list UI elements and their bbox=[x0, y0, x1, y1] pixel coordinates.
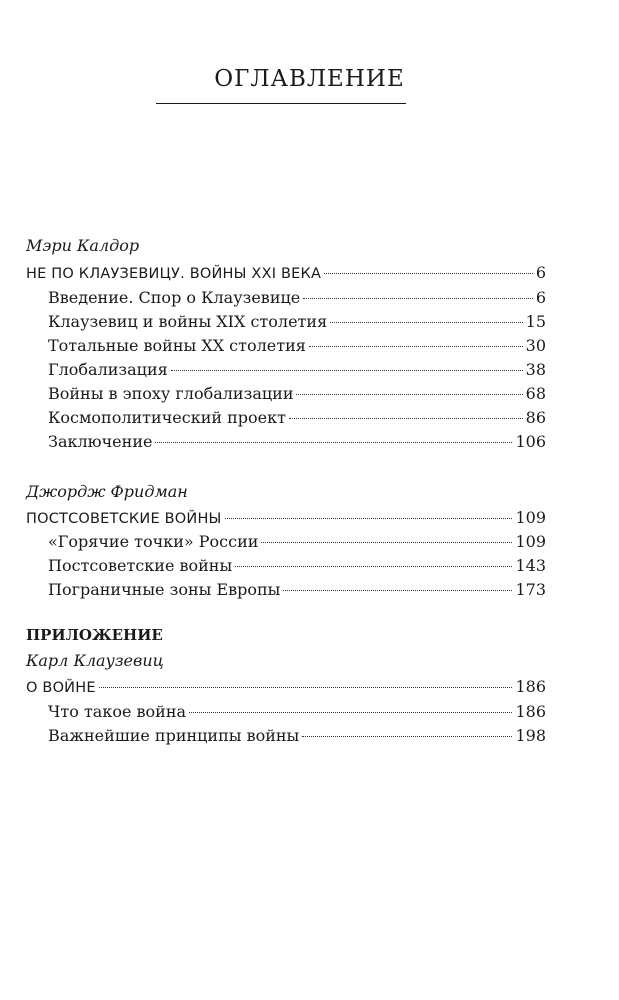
toc-entry-title: Глобализация bbox=[48, 360, 168, 379]
toc-part-title: ПОСТСОВЕТСКИЕ ВОЙНЫ bbox=[26, 511, 222, 527]
toc-part[interactable] bbox=[26, 508, 546, 529]
toc-entry-title: Введение. Спор о Клаузевице bbox=[48, 288, 301, 307]
author-name: Карл Клаузевиц bbox=[26, 651, 164, 670]
dot-leader bbox=[296, 394, 522, 395]
toc-entry-title: Что такое война bbox=[48, 702, 187, 721]
toc-entry-title: Важнейшие принципы войны bbox=[48, 726, 300, 745]
toc-entry-title: Войны в эпоху глобализации bbox=[48, 384, 294, 403]
dot-leader bbox=[261, 542, 512, 543]
toc-part-title: О ВОЙНЕ bbox=[26, 680, 96, 696]
dot-leader bbox=[99, 687, 513, 688]
page-number: 6 bbox=[535, 288, 546, 307]
dot-leader bbox=[289, 418, 523, 419]
appendix-heading: ПРИЛОЖЕНИЕ bbox=[26, 626, 163, 644]
dot-leader bbox=[302, 736, 512, 737]
toc-part-title: НЕ ПО КЛАУЗЕВИЦУ. ВОЙНЫ XXI ВЕКА bbox=[26, 266, 322, 282]
page-number: 143 bbox=[515, 556, 546, 575]
toc-entry[interactable] bbox=[48, 432, 546, 452]
author-name: Джордж Фридман bbox=[26, 482, 188, 501]
dot-leader bbox=[303, 298, 533, 299]
toc-part[interactable] bbox=[26, 263, 546, 284]
dot-leader bbox=[225, 518, 513, 519]
dot-leader bbox=[235, 566, 512, 567]
author-name: Мэри Калдор bbox=[26, 236, 140, 255]
toc-entry[interactable] bbox=[48, 336, 546, 356]
page-number: 173 bbox=[515, 580, 546, 599]
dot-leader bbox=[309, 346, 523, 347]
toc-entry-title: Пограничные зоны Европы bbox=[48, 580, 281, 599]
toc-entry[interactable] bbox=[48, 532, 546, 552]
page-number: 198 bbox=[515, 726, 546, 745]
toc-entry[interactable] bbox=[48, 360, 546, 380]
page-number: 109 bbox=[515, 508, 546, 527]
toc-entry[interactable] bbox=[48, 580, 546, 600]
page-number: 68 bbox=[525, 384, 546, 403]
toc-entry-title: «Горячие точки» России bbox=[48, 532, 259, 551]
toc-entry-title: Тотальные войны XX столетия bbox=[48, 336, 306, 355]
toc-entry-title: Постсоветские войны bbox=[48, 556, 233, 575]
title-underline bbox=[156, 103, 406, 104]
toc-entry[interactable] bbox=[48, 312, 546, 332]
page-number: 109 bbox=[515, 532, 546, 551]
dot-leader bbox=[171, 370, 523, 371]
toc-entry[interactable] bbox=[48, 408, 546, 428]
toc-entry-title: Клаузевиц и войны XIX столетия bbox=[48, 312, 328, 331]
page-number: 86 bbox=[525, 408, 546, 427]
dot-leader bbox=[283, 590, 512, 591]
page-title: ОГЛАВЛЕНИЕ bbox=[214, 66, 405, 92]
toc-entry[interactable] bbox=[48, 384, 546, 404]
toc-entry-title: Заключение bbox=[48, 432, 153, 451]
toc-entry-title: Космополитический проект bbox=[48, 408, 286, 427]
page-number: 30 bbox=[525, 336, 546, 355]
page-number: 106 bbox=[515, 432, 546, 451]
page-number: 38 bbox=[525, 360, 546, 379]
toc-entry[interactable] bbox=[48, 556, 546, 576]
page-number: 6 bbox=[535, 263, 546, 282]
dot-leader bbox=[189, 712, 512, 713]
toc-entry[interactable] bbox=[48, 288, 546, 308]
toc-entry[interactable] bbox=[48, 702, 546, 722]
dot-leader bbox=[330, 322, 522, 323]
dot-leader bbox=[324, 273, 533, 274]
page-number: 15 bbox=[525, 312, 546, 331]
page-number: 186 bbox=[515, 702, 546, 721]
toc-entry[interactable] bbox=[48, 726, 546, 746]
toc-part[interactable] bbox=[26, 677, 546, 698]
dot-leader bbox=[155, 442, 512, 443]
page-number: 186 bbox=[515, 677, 546, 696]
